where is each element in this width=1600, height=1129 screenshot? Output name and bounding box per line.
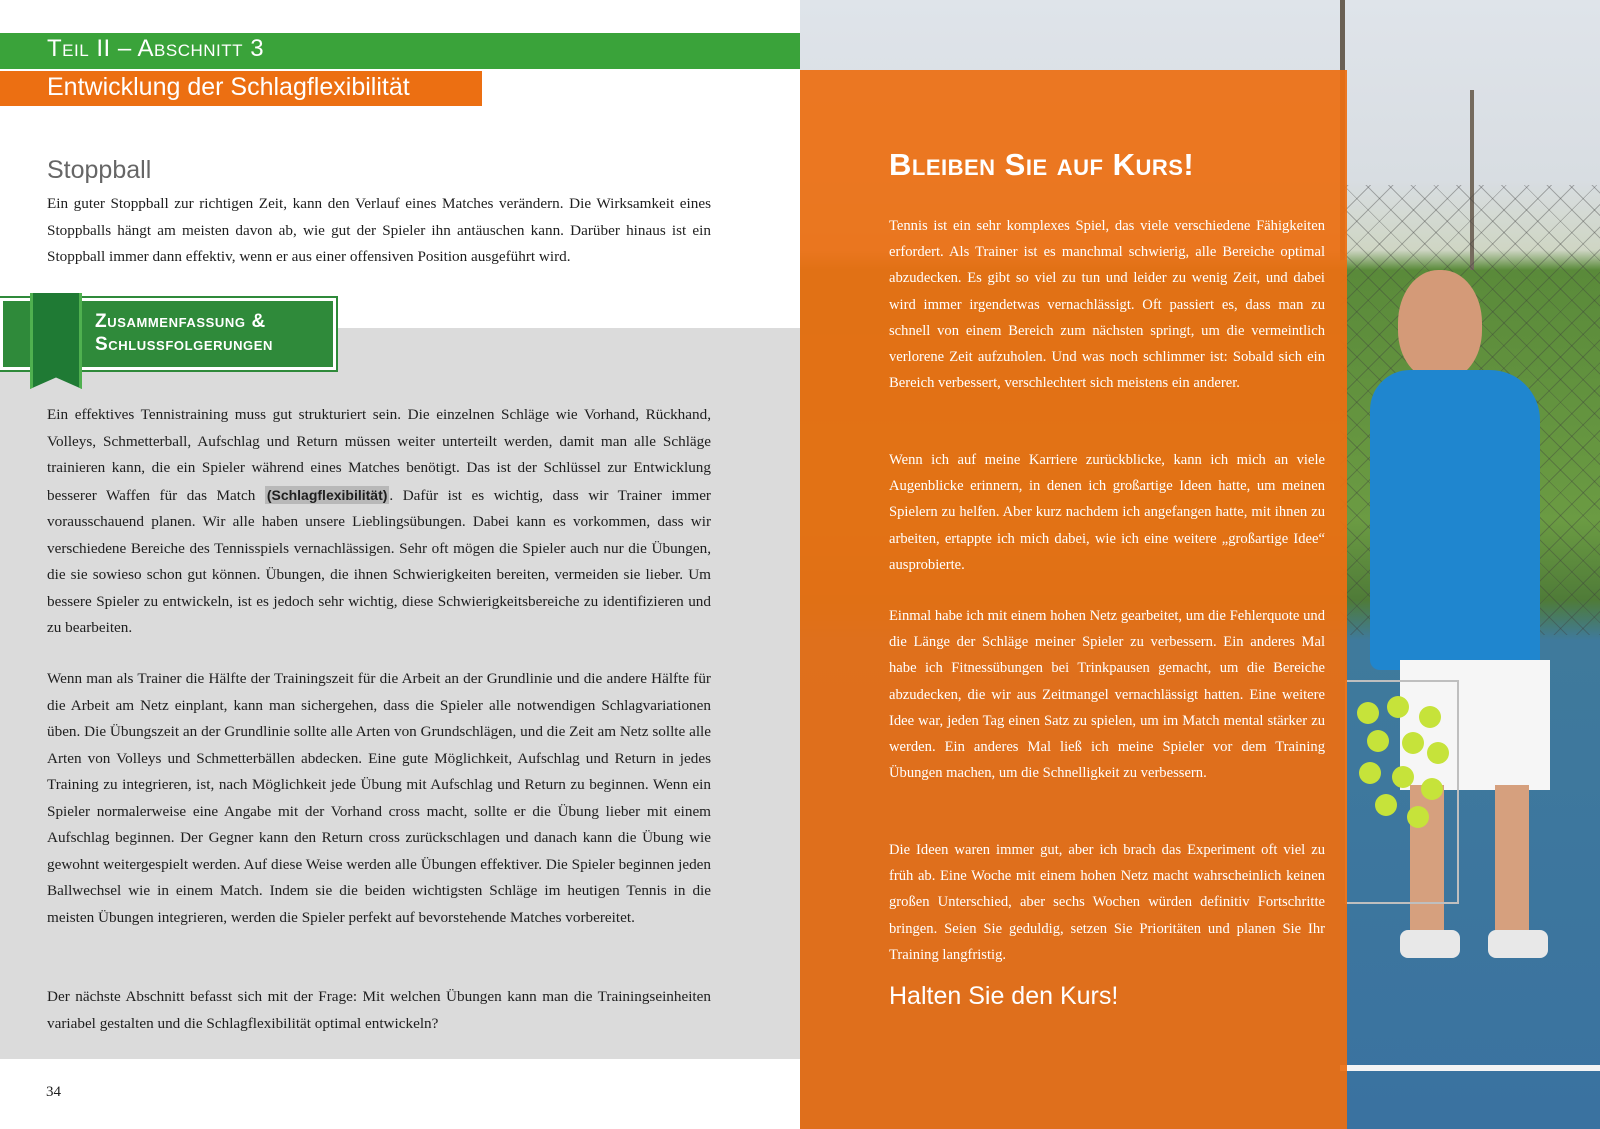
tennis-ball [1419, 706, 1441, 728]
tennis-ball [1367, 730, 1389, 752]
summary-paragraph-3: Der nächste Abschnitt befasst sich mit der Frage: Mit welchen Übungen kann man die Trainingseinheiten variabel gestalten und die Schlagflexibilität optimal entwickeln? [47, 988, 711, 1032]
tennis-ball [1427, 742, 1449, 764]
tennis-ball [1375, 794, 1397, 816]
right-title: Bleiben Sie auf Kurs! [889, 147, 1195, 182]
right-paragraph-4: Die Ideen waren immer gut, aber ich brach das Experiment oft viel zu früh ab. Eine Woche mit einem hohen Netz macht wahrscheinlich keinen großen Unterschied, aber sechs Wochen würden definitiv Fortschritte bringen. Seien Sie geduldig, setzen Sie Prioritäten und planen Sie Ihr Training langfristig. [889, 842, 1325, 963]
tennis-ball [1407, 806, 1429, 828]
orange-text-panel [800, 70, 1347, 1129]
right-paragraph-3: Einmal habe ich mit einem hohen Netz gearbeitet, um die Fehlerquote und die Länge der Schläge meiner Spieler zu verbessern. Ein anderes Mal habe ich Fitnessübungen bei Trinkpausen gemacht, um die Bereiche abzudecken, die wir aus Zeitmangel vernachlässigt hatten. Eine weitere Idee war, jeden Tag einen Satz zu spielen, um im Match mental stärker zu werden. Ein anderes Mal ließ ich meine Spieler vor dem Training Übungen machen, um die Schnelligkeit zu verbessern. [889, 608, 1325, 782]
tennis-ball [1359, 762, 1381, 784]
right-paragraph-2: Wenn ich auf meine Karriere zurückblicke, kann ich mich an viele Augenblicke erinnern, in denen ich großartige Ideen hatte, um meinen Spielern zu helfen. Aber kurz nachdem ich angefangen hatte, mit ihnen zu arbeiten, ertappte ich mich dabei, wie ich eine weitere „großartige Idee“ ausprobierte. [889, 452, 1325, 573]
coach-leg [1495, 785, 1529, 935]
tennis-ball [1421, 778, 1443, 800]
court-line [1340, 1065, 1600, 1071]
coach-shirt [1370, 370, 1540, 670]
summary-banner-title [95, 310, 273, 356]
coach-head [1398, 270, 1482, 380]
summary-paragraph-1 [47, 402, 711, 642]
summary-banner-line1: Zusammenfassung & [95, 311, 266, 332]
right-page [800, 0, 1600, 1129]
coach-shoe [1400, 930, 1460, 958]
stoppball-heading: Stoppball [47, 156, 152, 184]
right-paragraph-1: Tennis ist ein sehr komplexes Spiel, das viele verschiedene Fähigkeiten erfordert. Als Trainer ist es manchmal schwierig, alle Bereiche optimal abzudecken. Es gibt so viel zu tun und leider zu wenig Zeit, und dabei wird immer irgendetwas vernachlässigt. Oft passiert es, dass man zu schnell von einem Bereich zum nächsten springt, um die vermeintlich verlorene Zeit aufzuholen. Und was noch schlimmer ist: Sobald sich ein Bereich verbessert, verschlechtert sich meistens ein anderer. [889, 218, 1325, 392]
stoppball-paragraph: Ein guter Stoppball zur richtigen Zeit, kann den Verlauf eines Matches verändern. Die Wirksamkeit eines Stoppballs hängt am meisten davon ab, wie gut der Spieler ihn antäuschen kann. Darüber hinaus ist ein Stoppball immer dann effektiv, wenn er aus einer offensiven Position ausgeführt wird. [47, 195, 711, 265]
section-label: Teil II – Abschnitt 3 [47, 35, 265, 62]
tennis-ball [1357, 702, 1379, 724]
chapter-title: Entwicklung der Schlagflexibilität [47, 73, 410, 101]
section-label-bar [0, 33, 800, 69]
chapter-title-bar [0, 71, 482, 106]
summary-p1-after: . Dafür ist es wichtig, dass wir Trainer immer vorausschauend planen. Wir alle haben unsere Lieblingsübungen. Dabei kann es vorkommen, dass wir verschiedene Bereiche des Tennisspiels vernachlässigen. Sehr oft mögen die Spieler auch nur die Übungen, die sie sowieso schon gut können. Übungen, die ihnen Schwierigkeiten bereiten, vermeiden sie lieber. Um bessere Spieler zu entwickeln, ist es jedoch sehr wichtig, diese Schwierigkeitsbereiche zu identifizieren und zu bearbeiten. [47, 486, 711, 636]
tennis-ball [1402, 732, 1424, 754]
coach-shoe [1488, 930, 1548, 958]
page-number: 34 [46, 1084, 61, 1100]
summary-paragraph-2: Wenn man als Trainer die Hälfte der Trainingszeit für die Arbeit an der Grundlinie und die andere Hälfte für die Arbeit am Netz einplant, kann man sichergehen, dass die Spieler alle notwendigen Schlagvariationen üben. Die Übungszeit an der Grundlinie sollte alle Arten von Grundschlägen, und die Zeit am Netz sollte alle Arten von Volleys und Schmetterbällen abdecken. Eine gute Möglichkeit, Aufschlag und Return in jedes Training zu integrieren, ist, nach Möglichkeit jede Übung mit Aufschlag und Return zu beginnen. Wenn ein Spieler normalerweise eine Angabe mit der Vorhand cross macht, sollte er die Übung lieber mit einem Aufschlag beginnen. Der Gegner kann den Return cross zurückschlagen und danach kann die Übung wie gewohnt weitergespielt werden. Auf diese Weise werden alle Übungen effektiver. Die Spieler beginnen jeden Ballwechsel wie in einem Match. Indem sie die beiden wichtigsten Schläge im heutigen Tennis in die meisten Übungen integrieren, werden die Spieler perfekt auf bevorstehende Matches vorbereitet. [47, 670, 711, 926]
summary-banner-line2: Schlussfolgerungen [95, 334, 274, 355]
bookmark-ribbon-icon [30, 293, 82, 389]
tennis-ball [1387, 696, 1409, 718]
highlighted-term: (Schlagflexibilität) [266, 486, 388, 503]
summary-p1-before: Ein effektives Tennistraining muss gut strukturiert sein. Die einzelnen Schläge wie Vorhand, Rückhand, Volleys, Schmetterball, Aufschlag und Return müssen weiter unterteilt werden, damit man alle Schläge trainieren kann, die ein Spieler während eines Matches benötigt. Das ist der Schlüssel zur Entwicklung besserer Waffen für das Match [47, 406, 711, 504]
right-closing: Halten Sie den Kurs! [889, 982, 1119, 1010]
ball-basket [1345, 680, 1459, 904]
tennis-ball [1392, 766, 1414, 788]
